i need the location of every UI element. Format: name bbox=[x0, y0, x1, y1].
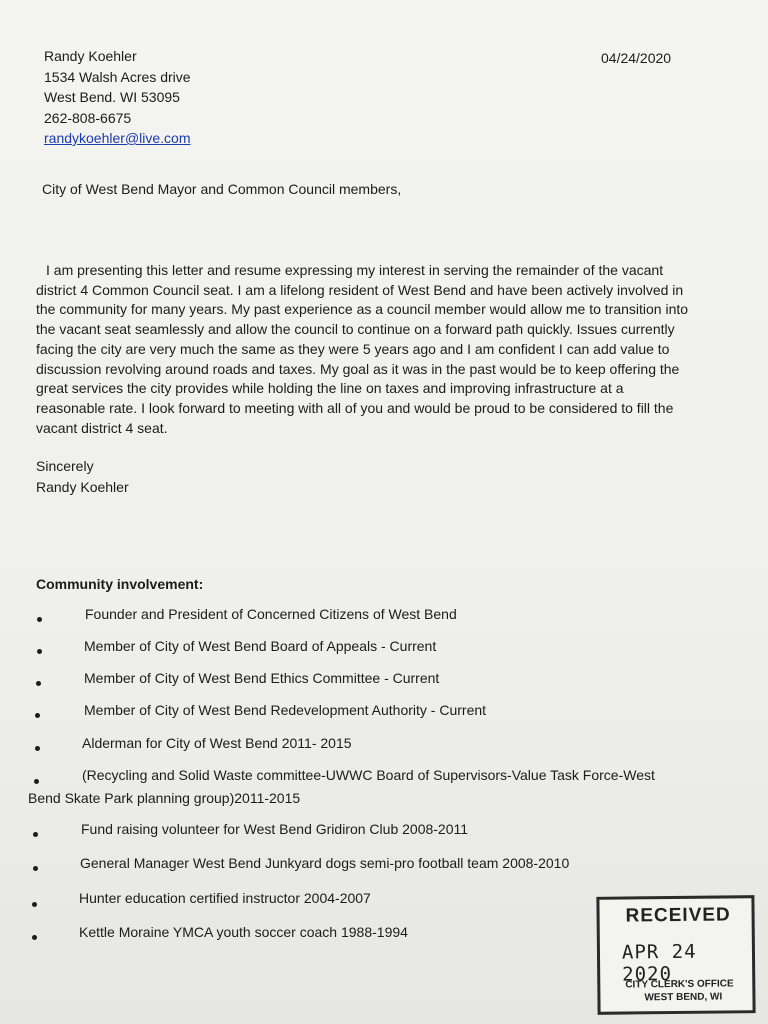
sender-name: Randy Koehler bbox=[44, 48, 137, 64]
sender-phone: 262-808-6675 bbox=[44, 109, 132, 126]
list-item: Kettle Moraine YMCA youth soccer coach 1988-1994 bbox=[79, 924, 408, 940]
list-item: Founder and President of Concerned Citizens of West Bend bbox=[85, 606, 457, 622]
bullet-icon bbox=[33, 832, 38, 837]
stamp-city: WEST BEND, WI bbox=[644, 991, 723, 1004]
list-item: Fund raising volunteer for West Bend Gridiron Club 2008-2011 bbox=[81, 821, 469, 837]
bullet-icon bbox=[37, 649, 42, 654]
bullet-icon bbox=[33, 866, 38, 871]
list-item: Hunter education certified instructor 2004-2007 bbox=[79, 890, 371, 906]
sender-email-link[interactable]: randykoehler@live.com bbox=[44, 130, 191, 146]
list-item: (Recycling and Solid Waste committee-UWWC Board of Supervisors-Value Task Force-West bbox=[82, 767, 655, 783]
sender-city: West Bend. WI 53095 bbox=[44, 89, 180, 105]
bullet-icon bbox=[35, 713, 40, 718]
list-item-continuation: Bend Skate Park planning group)2011-2015 bbox=[28, 790, 301, 806]
letter-body: I am presenting this letter and resume expressing my interest in serving the remainder of the vacant district 4 Common Council seat. I am a lifelong resident of West Bend and have been actively involved in the community for many years. My past experience as a council member would allow me to transition into the vacant seat seamlessly and allow the council to continue on a forward path quickly. Issues currently facing the city are very much the same as they were 5 years ago and I am confident I can add value to discussion revolving around roads and taxes. My goal as it was in the past would be to keep offering the great services the city provides while holding the line on taxes and improving infrastructure at a reasonable rate. I look forward to meeting with all of you and would be proud to be considered to fill the vacant district 4 seat. bbox=[36, 262, 689, 436]
stamp-date: APR 24 2020 bbox=[621, 940, 697, 986]
list-item: Member of City of West Bend Redevelopment Authority - Current bbox=[84, 702, 487, 718]
bullet-icon bbox=[37, 617, 42, 622]
bullet-icon bbox=[34, 779, 39, 784]
stamp-title: RECEIVED bbox=[625, 904, 731, 927]
bullet-icon bbox=[35, 746, 40, 751]
letter-date: 04/24/2020 bbox=[601, 50, 672, 66]
bullet-icon bbox=[36, 681, 41, 686]
signature-name: Randy Koehler bbox=[36, 479, 129, 495]
bullet-icon bbox=[32, 902, 37, 907]
list-item: Member of City of West Bend Ethics Committee - Current bbox=[84, 670, 440, 686]
salutation: City of West Bend Mayor and Common Council members, bbox=[42, 181, 402, 197]
closing: Sincerely bbox=[36, 458, 94, 474]
sender-street: 1534 Walsh Acres drive bbox=[44, 68, 191, 85]
closing-block bbox=[36, 456, 129, 498]
community-section-title: Community involvement: bbox=[36, 576, 204, 592]
list-item: Alderman for City of West Bend 2011- 2015 bbox=[82, 735, 352, 751]
stamp-office: CITY CLERK'S OFFICE bbox=[625, 978, 734, 991]
list-item: Member of City of West Bend Board of Appeals - Current bbox=[84, 638, 437, 654]
sender-address-block bbox=[44, 46, 191, 149]
bullet-icon bbox=[32, 935, 37, 940]
received-stamp bbox=[596, 895, 755, 1015]
list-item: General Manager West Bend Junkyard dogs semi-pro football team 2008-2010 bbox=[80, 855, 570, 871]
